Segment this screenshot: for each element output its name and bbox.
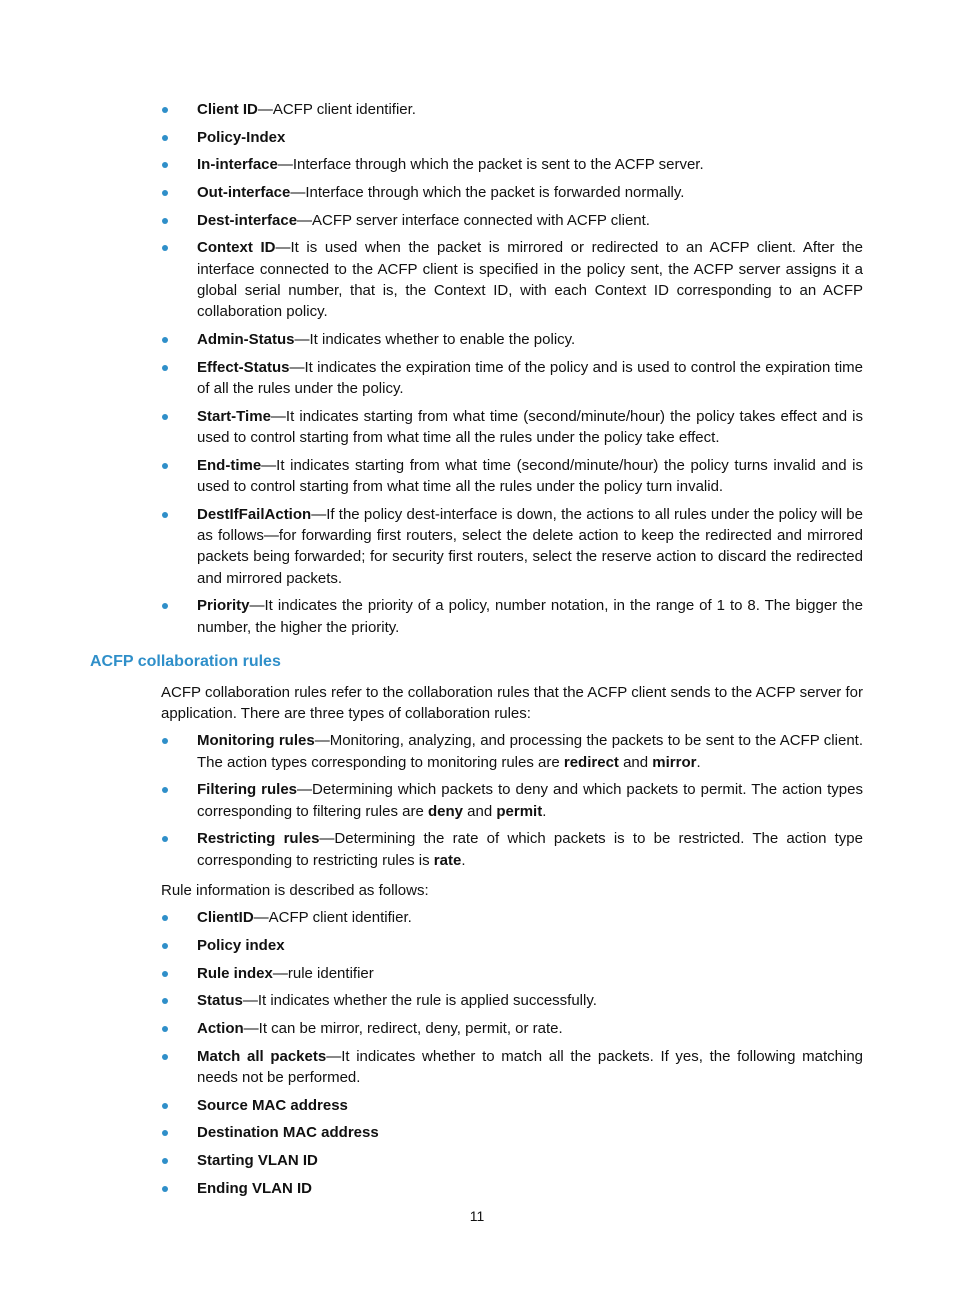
list-item: Effect-Status—It indicates the expiration time of the policy and is used to control the expiration time of all the rules under the policy. [161, 357, 863, 400]
list-item: Admin-Status—It indicates whether to enable the policy. [161, 329, 863, 350]
rule-info-intro: Rule information is described as follows: [161, 881, 429, 899]
list-item: In-interface—Interface through which the packet is sent to the ACFP server. [161, 154, 863, 175]
bullet-icon [162, 245, 168, 251]
bullet-icon [162, 1158, 168, 1164]
list-item: Starting VLAN ID [161, 1150, 863, 1171]
list-item: ClientID—ACFP client identifier. [161, 907, 863, 928]
list-item: Destination MAC address [161, 1122, 863, 1143]
list-item: Action—It can be mirror, redirect, deny, permit, or rate. [161, 1018, 863, 1039]
list-item: Match all packets—It indicates whether to match all the packets. If yes, the following matching needs not be performed. [161, 1046, 863, 1089]
bullet-icon [162, 162, 168, 168]
bullet-icon [162, 1103, 168, 1109]
bullet-icon [162, 190, 168, 196]
bullet-icon [162, 943, 168, 949]
policy-field-list [161, 99, 863, 638]
list-item: Monitoring rules—Monitoring, analyzing, and processing the packets to be sent to the ACFP client. The action types corresponding to monitoring rules are redirect and mirror. [161, 730, 863, 773]
bullet-icon [162, 971, 168, 977]
rule-type-list [161, 730, 863, 871]
section-heading: ACFP collaboration rules [90, 652, 281, 670]
list-item: Priority—It indicates the priority of a policy, number notation, in the range of 1 to 8. The bigger the number, the higher the priority. [161, 595, 863, 638]
list-item: Ending VLAN ID [161, 1178, 863, 1199]
list-item: Policy index [161, 935, 863, 956]
bullet-icon [162, 1130, 168, 1136]
list-item: Start-Time—It indicates starting from what time (second/minute/hour) the policy takes effect and is used to control starting from what time all the rules under the policy take effect. [161, 406, 863, 449]
list-item: Rule index—rule identifier [161, 963, 863, 984]
bullet-icon [162, 1054, 168, 1060]
list-item: Client ID—ACFP client identifier. [161, 99, 863, 120]
bullet-icon [162, 738, 168, 744]
bullet-icon [162, 998, 168, 1004]
bullet-icon [162, 107, 168, 113]
list-item: Dest-interface—ACFP server interface connected with ACFP client. [161, 210, 863, 231]
list-item: Out-interface—Interface through which the packet is forwarded normally. [161, 182, 863, 203]
bullet-icon [162, 1026, 168, 1032]
bullet-icon [162, 218, 168, 224]
section-intro: ACFP collaboration rules refer to the collaboration rules that the ACFP client sends to the ACFP server for application. There are three types of collaboration rules: [161, 683, 863, 723]
list-item: Status—It indicates whether the rule is applied successfully. [161, 990, 863, 1011]
bullet-icon [162, 512, 168, 518]
bullet-icon [162, 836, 168, 842]
bullet-icon [162, 414, 168, 420]
list-item: End-time—It indicates starting from what time (second/minute/hour) the policy turns invalid and is used to control starting from what time all the rules under the policy turn invalid. [161, 455, 863, 498]
list-item: Context ID—It is used when the packet is mirrored or redirected to an ACFP client. After the interface connected to the ACFP client is specified in the policy sent, the ACFP server assigns it a global serial number, that is, the Context ID, with each Context ID corresponding to an ACFP collaboration policy. [161, 237, 863, 322]
bullet-icon [162, 337, 168, 343]
page-number: 11 [469, 1208, 485, 1224]
bullet-icon [162, 365, 168, 371]
bullet-icon [162, 1186, 168, 1192]
list-item: Filtering rules—Determining which packets to deny and which packets to permit. The action types corresponding to filtering rules are deny and permit. [161, 779, 863, 822]
list-item: Policy-Index [161, 127, 863, 148]
list-item: Restricting rules—Determining the rate of which packets is to be restricted. The action type corresponding to restricting rules is rate. [161, 828, 863, 871]
bullet-icon [162, 135, 168, 141]
rule-field-list [161, 907, 863, 1199]
list-item: DestIfFailAction—If the policy dest-interface is down, the actions to all rules under the policy will be as follows—for forwarding first routers, select the delete action to keep the redirected and mirrored packets being forwarded; for security first routers, select the reserve action to discard the redirected and mirrored packets. [161, 504, 863, 589]
bullet-icon [162, 915, 168, 921]
bullet-icon [162, 787, 168, 793]
bullet-icon [162, 603, 168, 609]
list-item: Source MAC address [161, 1095, 863, 1116]
bullet-icon [162, 463, 168, 469]
